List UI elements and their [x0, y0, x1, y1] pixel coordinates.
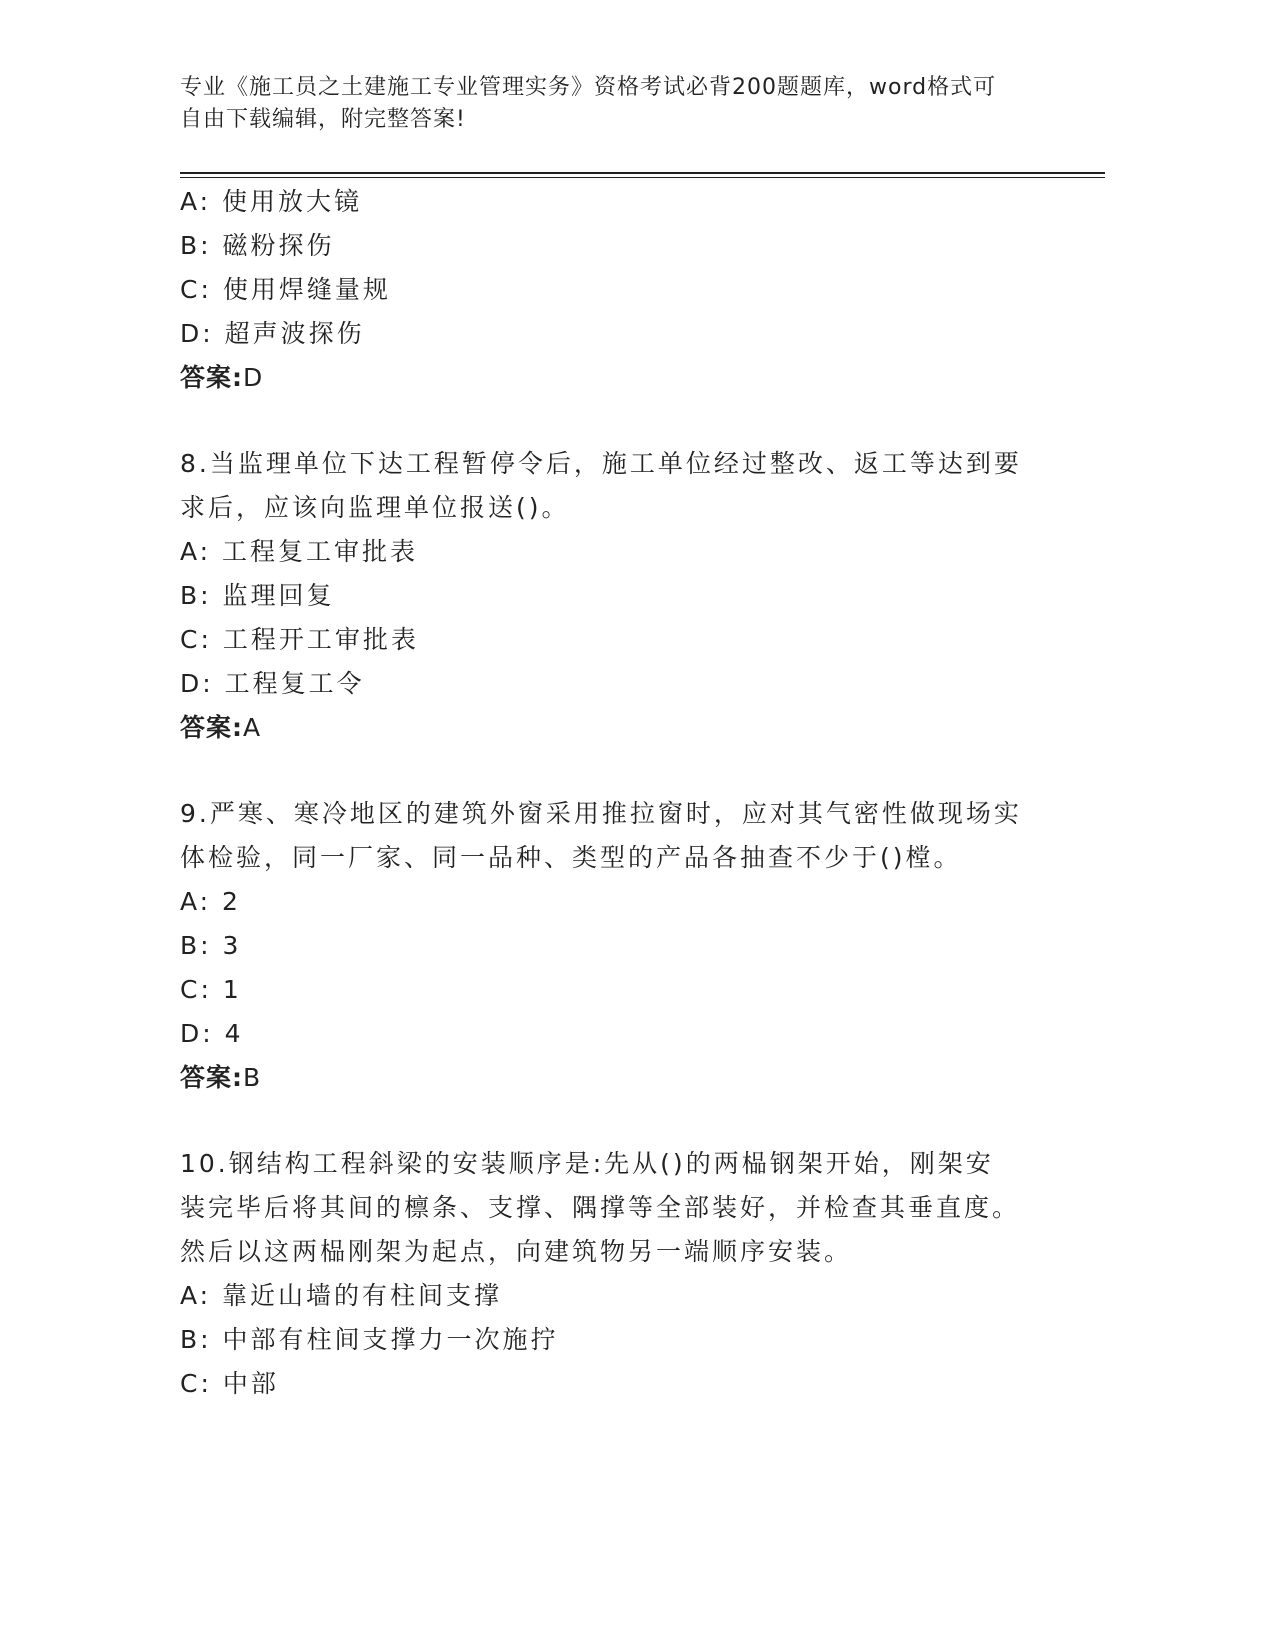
answer-line — [180, 706, 1100, 750]
answer-label: 答案: — [180, 363, 243, 392]
question-list — [180, 180, 1100, 1406]
header-title-line-1: 专业《施工员之土建施工专业管理实务》资格考试必背200题题库，word格式可 — [180, 75, 997, 100]
option-d: D: 超声波探伤 — [180, 319, 365, 348]
option-b: B: 3 — [180, 931, 242, 960]
option-a: A: 工程复工审批表 — [180, 537, 419, 566]
option-d: D: 工程复工令 — [180, 669, 365, 698]
question-stem-line-2: 求后，应该向监理单位报送()。 — [180, 493, 570, 522]
question-stem-line-3: 然后以这两榀刚架为起点，向建筑物另一端顺序安装。 — [180, 1237, 853, 1266]
header-title-line-2: 自由下载编辑，附完整答案! — [180, 107, 466, 132]
question-spacer — [180, 400, 1100, 442]
option-c: C: 中部 — [180, 1369, 279, 1398]
question-9 — [180, 792, 1100, 1100]
option-c: C: 工程开工审批表 — [180, 625, 419, 654]
question-7 — [180, 180, 1100, 400]
option-a: A: 靠近山墙的有柱间支撑 — [180, 1281, 503, 1310]
answer-value: D — [243, 363, 264, 392]
question-spacer — [180, 750, 1100, 792]
answer-value: A — [243, 713, 262, 742]
option-b: B: 磁粉探伤 — [180, 231, 335, 260]
option-c: C: 使用焊缝量规 — [180, 275, 391, 304]
header-divider-thin — [180, 177, 1105, 178]
option-b: B: 监理回复 — [180, 581, 335, 610]
document-header — [180, 72, 1080, 136]
option-c: C: 1 — [180, 975, 242, 1004]
option-b: B: 中部有柱间支撑力一次施拧 — [180, 1325, 559, 1354]
question-stem-line-1: 10.钢结构工程斜梁的安装顺序是:先从()的两榀钢架开始，刚架安 — [180, 1149, 994, 1178]
question-stem-line-1: 9.严寒、寒冷地区的建筑外窗采用推拉窗时，应对其气密性做现场实 — [180, 799, 1022, 828]
question-spacer — [180, 1100, 1100, 1142]
question-stem-line-2: 体检验，同一厂家、同一品种、类型的产品各抽查不少于()樘。 — [180, 843, 962, 872]
option-a: A: 使用放大镜 — [180, 187, 363, 216]
answer-label: 答案: — [180, 713, 243, 742]
answer-line — [180, 1056, 1100, 1100]
header-divider-thick — [180, 172, 1105, 174]
question-10 — [180, 1142, 1100, 1406]
answer-value: B — [243, 1063, 262, 1092]
option-a: A: 2 — [180, 887, 241, 916]
answer-label: 答案: — [180, 1063, 243, 1092]
question-8 — [180, 442, 1100, 750]
question-stem-line-2: 装完毕后将其间的檩条、支撑、隅撑等全部装好，并检查其垂直度。 — [180, 1193, 1021, 1222]
option-d: D: 4 — [180, 1019, 244, 1048]
answer-line — [180, 356, 1100, 400]
question-stem-line-1: 8.当监理单位下达工程暂停令后，施工单位经过整改、返工等达到要 — [180, 449, 1022, 478]
